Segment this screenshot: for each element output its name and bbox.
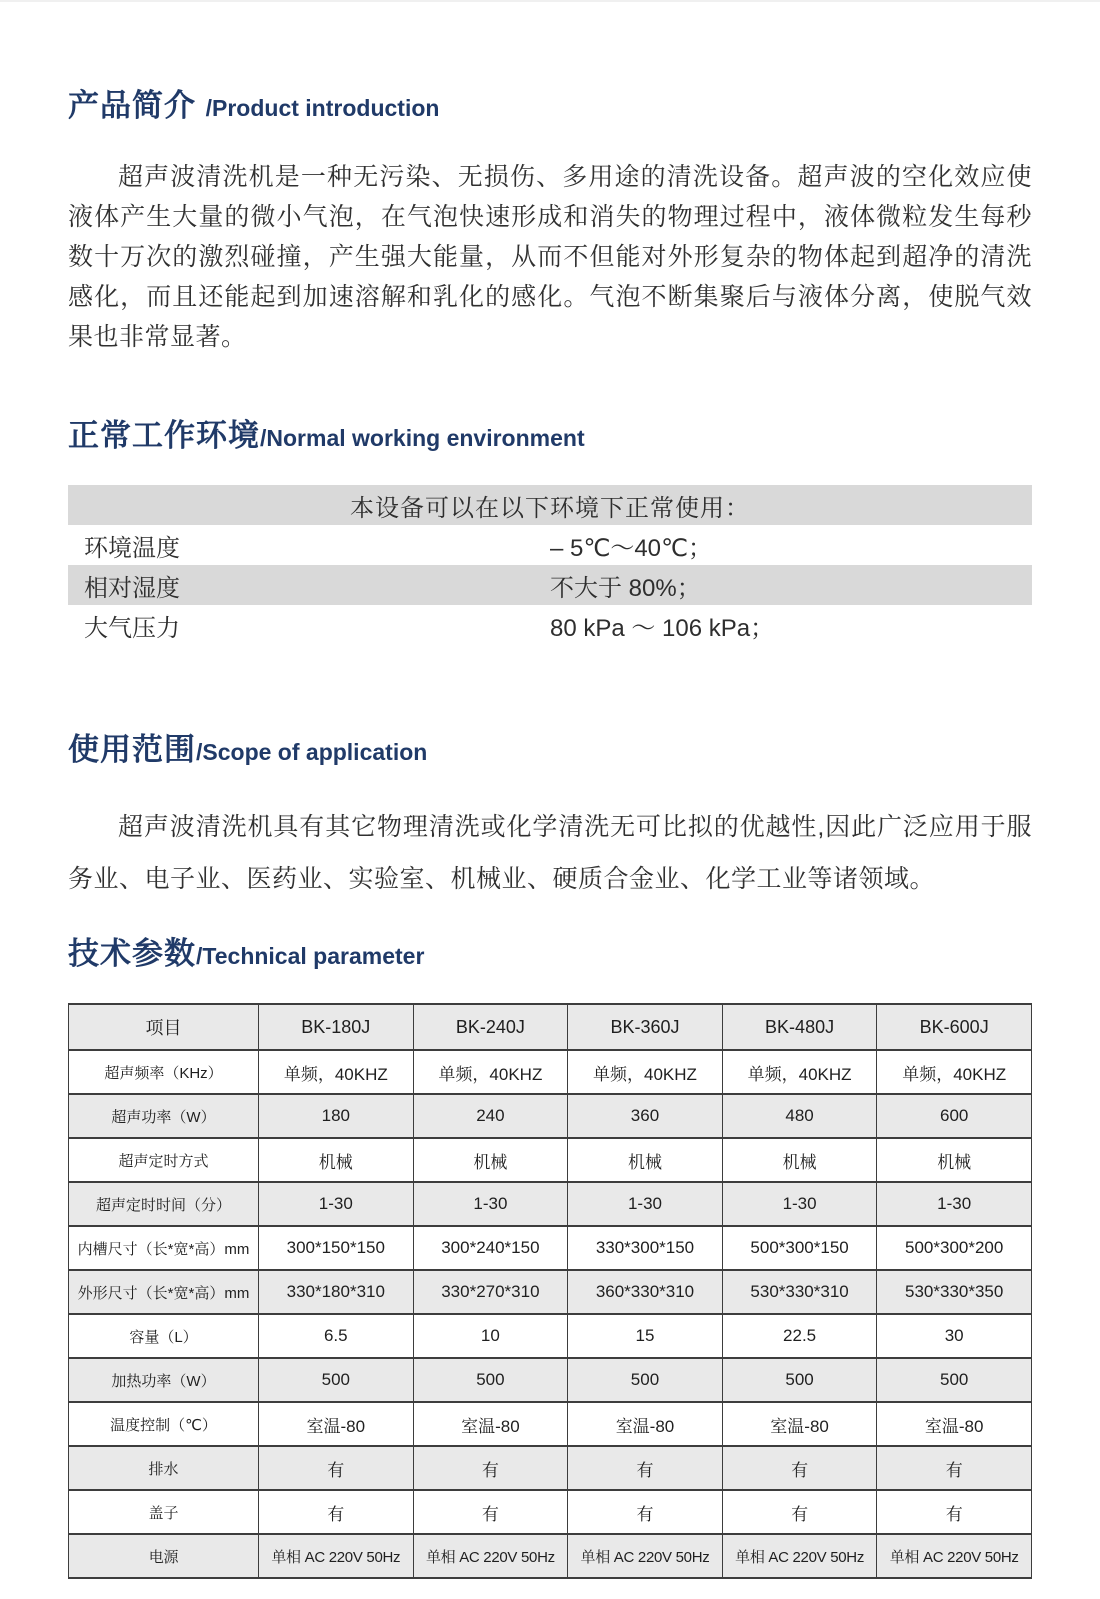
- tech-row-label: 排水: [69, 1446, 259, 1490]
- tech-row-outer-size: [69, 1270, 1032, 1314]
- tech-cell: 30: [877, 1314, 1032, 1358]
- scope-title-en: /Scope of application: [196, 739, 428, 765]
- tech-row-timer-range: [69, 1182, 1032, 1226]
- tech-cell: 1-30: [877, 1182, 1032, 1226]
- tech-cell: 1-30: [722, 1182, 877, 1226]
- tech-cell: 有: [722, 1446, 877, 1490]
- tech-cell: 单相 AC 220V 50Hz: [722, 1534, 877, 1578]
- scope-paragraph: 超声波清洗机具有其它物理清洗或化学清洗无可比拟的优越性,因此广泛应用于服务业、电子业、医药业、实验室、机械业、硬质合金业、化学工业等诸领域。: [68, 813, 1032, 893]
- tech-cell: 单相 AC 220V 50Hz: [568, 1534, 723, 1578]
- tech-cell: 室温-80: [413, 1402, 568, 1446]
- tech-cell: 300*240*150: [413, 1226, 568, 1270]
- tech-title: [68, 933, 1032, 977]
- tech-row-drain: [69, 1446, 1032, 1490]
- tech-col-model: BK-180J: [259, 1004, 414, 1050]
- tech-row-heating-power: [69, 1358, 1032, 1402]
- tech-cell: 500*300*150: [722, 1226, 877, 1270]
- tech-row-temp-control: [69, 1402, 1032, 1446]
- tech-cell: 机械: [413, 1138, 568, 1182]
- tech-row-power-supply: [69, 1534, 1032, 1578]
- scope-title: [68, 729, 1032, 773]
- tech-col-model: BK-240J: [413, 1004, 568, 1050]
- tech-cell: 有: [877, 1490, 1032, 1534]
- environment-row-label: 环境温度: [84, 534, 180, 562]
- tech-cell: 600: [877, 1094, 1032, 1138]
- tech-row-frequency: [69, 1050, 1032, 1094]
- tech-row-label: 加热功率（W）: [69, 1358, 259, 1402]
- environment-row-label: 相对湿度: [84, 574, 180, 602]
- tech-cell: 22.5: [722, 1314, 877, 1358]
- tech-table-header-row: [69, 1004, 1032, 1050]
- environment-title-en: /Normal working environment: [260, 425, 585, 451]
- environment-row-value: 80 kPa ～ 106 kPa；: [550, 614, 775, 642]
- tech-row-label: 超声功率（W）: [69, 1094, 259, 1138]
- tech-col-model: BK-600J: [877, 1004, 1032, 1050]
- tech-cell: 机械: [877, 1138, 1032, 1182]
- tech-cell: 240: [413, 1094, 568, 1138]
- tech-cell: 1-30: [259, 1182, 414, 1226]
- tech-cell: 有: [259, 1446, 414, 1490]
- page-content: [0, 2, 1100, 1579]
- tech-cell: 机械: [568, 1138, 723, 1182]
- tech-cell: 530*330*350: [877, 1270, 1032, 1314]
- tech-cell: 有: [877, 1446, 1032, 1490]
- tech-row-lid: [69, 1490, 1032, 1534]
- tech-col-item: 项目: [69, 1004, 259, 1050]
- environment-title-zh: 正常工作环境: [68, 418, 260, 453]
- tech-row-timer-mode: [69, 1138, 1032, 1182]
- environment-title: [68, 415, 1032, 459]
- environment-table: [68, 485, 1032, 645]
- product-intro-paragraph: 超声波清洗机是一种无污染、无损伤、多用途的清洗设备。超声波的空化效应使液体产生大量的微小气泡，在气泡快速形成和消失的物理过程中，液体微粒发生每秒数十万次的激烈碰撞，产生强大能量，从而不但能对外形复杂的物体起到超净的清洗感化，而且还能起到加速溶解和乳化的感化。气泡不断集聚后与液体分离，使脱气效果也非常显著。: [68, 163, 1032, 351]
- tech-cell: 单频，40KHZ: [259, 1050, 414, 1094]
- environment-row-temperature: [68, 525, 1032, 565]
- tech-cell: 15: [568, 1314, 723, 1358]
- tech-cell: 330*270*310: [413, 1270, 568, 1314]
- tech-row-power: [69, 1094, 1032, 1138]
- tech-cell: 360*330*310: [568, 1270, 723, 1314]
- section-product-intro: [68, 85, 1032, 357]
- tech-cell: 330*180*310: [259, 1270, 414, 1314]
- tech-cell: 500: [413, 1358, 568, 1402]
- tech-cell: 室温-80: [568, 1402, 723, 1446]
- tech-row-capacity: [69, 1314, 1032, 1358]
- tech-row-label: 内槽尺寸（长*宽*高）mm: [69, 1226, 259, 1270]
- environment-row-value: – 5℃～40℃；: [550, 534, 712, 562]
- tech-cell: 530*330*310: [722, 1270, 877, 1314]
- tech-cell: 180: [259, 1094, 414, 1138]
- tech-row-label: 容量（L）: [69, 1314, 259, 1358]
- environment-row-pressure: [68, 605, 1032, 645]
- tech-cell: 单相 AC 220V 50Hz: [259, 1534, 414, 1578]
- tech-cell: 有: [568, 1446, 723, 1490]
- tech-cell: 330*300*150: [568, 1226, 723, 1270]
- tech-cell: 有: [413, 1490, 568, 1534]
- tech-row-label: 超声频率（KHz）: [69, 1050, 259, 1094]
- tech-cell: 500: [722, 1358, 877, 1402]
- tech-cell: 有: [722, 1490, 877, 1534]
- section-working-environment: [68, 415, 1032, 645]
- tech-cell: 1-30: [413, 1182, 568, 1226]
- tech-cell: 500: [568, 1358, 723, 1402]
- product-intro-title-en: /Product introduction: [205, 95, 440, 121]
- tech-cell: 室温-80: [259, 1402, 414, 1446]
- environment-table-header-row: [68, 485, 1032, 525]
- tech-row-label: 超声定时时间（分）: [69, 1182, 259, 1226]
- tech-row-label: 电源: [69, 1534, 259, 1578]
- tech-parameter-table: [68, 1003, 1032, 1579]
- tech-cell: 有: [568, 1490, 723, 1534]
- tech-cell: 10: [413, 1314, 568, 1358]
- section-tech-parameters: [68, 933, 1032, 1579]
- tech-cell: 500: [259, 1358, 414, 1402]
- scope-title-zh: 使用范围: [68, 732, 196, 767]
- environment-row-humidity: [68, 565, 1032, 605]
- tech-row-inner-size: [69, 1226, 1032, 1270]
- tech-cell: 单频，40KHZ: [568, 1050, 723, 1094]
- tech-cell: 机械: [722, 1138, 877, 1182]
- tech-cell: 500*300*200: [877, 1226, 1032, 1270]
- tech-cell: 有: [259, 1490, 414, 1534]
- tech-cell: 1-30: [568, 1182, 723, 1226]
- tech-cell: 单频，40KHZ: [877, 1050, 1032, 1094]
- tech-col-model: BK-480J: [722, 1004, 877, 1050]
- tech-cell: 6.5: [259, 1314, 414, 1358]
- tech-row-label: 盖子: [69, 1490, 259, 1534]
- environment-table-header: 本设备可以在以下环境下正常使用：: [68, 485, 1032, 525]
- tech-title-en: /Technical parameter: [196, 943, 425, 969]
- environment-row-label: 大气压力: [84, 614, 180, 642]
- tech-row-label: 外形尺寸（长*宽*高）mm: [69, 1270, 259, 1314]
- environment-row-value: 不大于 80%；: [550, 574, 701, 602]
- tech-cell: 360: [568, 1094, 723, 1138]
- tech-cell: 480: [722, 1094, 877, 1138]
- tech-cell: 单相 AC 220V 50Hz: [877, 1534, 1032, 1578]
- tech-cell: 单相 AC 220V 50Hz: [413, 1534, 568, 1578]
- tech-cell: 室温-80: [877, 1402, 1032, 1446]
- tech-cell: 500: [877, 1358, 1032, 1402]
- tech-title-zh: 技术参数: [68, 936, 196, 971]
- product-intro-title: [68, 85, 1032, 129]
- product-intro-title-zh: 产品简介: [68, 88, 206, 123]
- tech-col-model: BK-360J: [568, 1004, 723, 1050]
- tech-cell: 单频，40KHZ: [413, 1050, 568, 1094]
- section-scope: [68, 729, 1032, 905]
- tech-cell: 300*150*150: [259, 1226, 414, 1270]
- tech-cell: 机械: [259, 1138, 414, 1182]
- tech-cell: 有: [413, 1446, 568, 1490]
- tech-cell: 单频，40KHZ: [722, 1050, 877, 1094]
- tech-row-label: 温度控制（℃）: [69, 1402, 259, 1446]
- tech-cell: 室温-80: [722, 1402, 877, 1446]
- tech-row-label: 超声定时方式: [69, 1138, 259, 1182]
